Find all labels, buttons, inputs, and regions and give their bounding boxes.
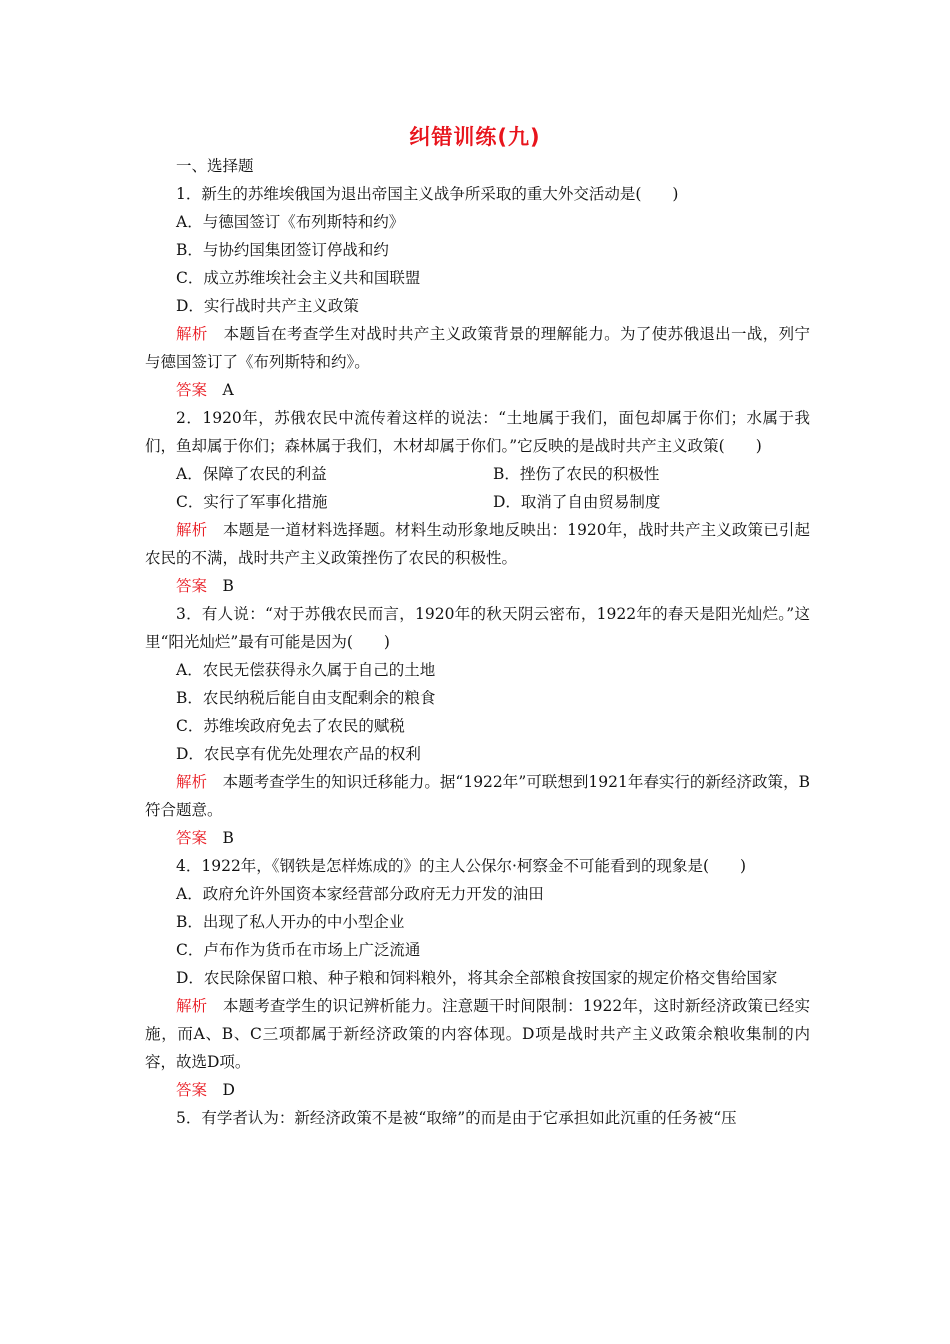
- question-3-option-c: C．苏维埃政府免去了农民的赋税: [176, 717, 405, 735]
- section-heading: 一、选择题: [176, 157, 254, 175]
- answer-label: 答案: [176, 577, 208, 595]
- question-3-option-a: A．农民无偿获得永久属于自己的土地: [176, 661, 436, 679]
- question-1-option-c: C．成立苏维埃社会主义共和国联盟: [176, 269, 421, 287]
- analysis-text: 本题考查学生的知识迁移能力。据“1922年”可联想到1921年春实行的新经济政策，B符合题意。: [145, 773, 810, 819]
- analysis-label: 解析: [176, 773, 208, 791]
- question-2-options-row-2: [145, 488, 810, 516]
- answer-value: B: [207, 577, 234, 595]
- analysis-text: 本题旨在考查学生对战时共产主义政策背景的理解能力。为了使苏俄退出一战，列宁与德国签订了《布列斯特和约》。: [145, 325, 810, 371]
- question-4-option-a: A．政府允许外国资本家经营部分政府无力开发的油田: [176, 885, 544, 903]
- question-1-answer: [145, 376, 810, 404]
- question-4-stem: 4．1922年，《钢铁是怎样炼成的》的主人公保尔·柯察金不可能看到的现象是( ): [176, 857, 747, 875]
- answer-value: B: [207, 829, 234, 847]
- answer-value: D: [207, 1081, 235, 1099]
- answer-label: 答案: [176, 381, 208, 399]
- question-1-option-b: B．与协约国集团签订停战和约: [176, 241, 389, 259]
- answer-value: A: [207, 381, 234, 399]
- analysis-label: 解析: [176, 997, 208, 1015]
- question-4-option-b: B．出现了私人开办的中小型企业: [176, 913, 405, 931]
- analysis-label: 解析: [176, 325, 208, 343]
- analysis-text: 本题考查学生的识记辨析能力。注意题干时间限制：1922年，这时新经济政策已经实施，而A、B、C三项都属于新经济政策的内容体现。D项是战时共产主义政策余粮收集制的内容，故选D项。: [145, 997, 810, 1071]
- analysis-text: 本题是一道材料选择题。材料生动形象地反映出：1920年，战时共产主义政策已引起农民的不满，战时共产主义政策挫伤了农民的积极性。: [145, 521, 810, 567]
- question-1-stem: 1．新生的苏维埃俄国为退出帝国主义战争所采取的重大外交活动是( ): [176, 185, 679, 203]
- answer-label: 答案: [176, 1081, 208, 1099]
- question-4-option-d: D．农民除保留口粮、种子粮和饲料粮外，将其余全部粮食按国家的规定价格交售给国家: [176, 969, 778, 987]
- question-2-analysis: [145, 516, 810, 572]
- question-1-option-d: D．实行战时共产主义政策: [176, 297, 359, 315]
- question-2-option-a: A．保障了农民的利益: [176, 465, 327, 483]
- question-2-option-d: D．取消了自由贸易制度: [493, 493, 661, 511]
- question-4-analysis: [145, 992, 810, 1076]
- question-2-option-b: B．挫伤了农民的积极性: [493, 465, 660, 483]
- question-2-stem: 2．1920年，苏俄农民中流传着这样的说法：“土地属于我们，面包却属于你们；水属于我们，鱼却属于你们；森林属于我们，木材却属于你们。”它反映的是战时共产主义政策( ): [145, 409, 810, 455]
- question-4-answer: [145, 1076, 810, 1104]
- question-2-options-row-1: [145, 460, 810, 488]
- page-title: 纠错训练(九): [409, 125, 541, 149]
- question-2-option-c: C．实行了军事化措施: [176, 493, 328, 511]
- question-3-analysis: [145, 768, 810, 824]
- document-body: [145, 152, 810, 1132]
- answer-label: 答案: [176, 829, 208, 847]
- question-5-stem: 5．有学者认为：新经济政策不是被“取缔”的而是由于它承担如此沉重的任务被“压: [176, 1109, 737, 1127]
- question-3-answer: [145, 824, 810, 852]
- question-4-option-c: C．卢布作为货币在市场上广泛流通: [176, 941, 421, 959]
- question-3-option-b: B．农民纳税后能自由支配剩余的粮食: [176, 689, 436, 707]
- question-3-option-d: D．农民享有优先处理农产品的权利: [176, 745, 421, 763]
- analysis-label: 解析: [176, 521, 208, 539]
- question-1-option-a: A．与德国签订《布列斯特和约》: [176, 213, 405, 231]
- question-3-stem: 3．有人说：“对于苏俄农民而言，1920年的秋天阴云密布，1922年的春天是阳光灿烂。”这里“阳光灿烂”最有可能是因为( ): [145, 605, 810, 651]
- question-2-answer: [145, 572, 810, 600]
- question-1-analysis: [145, 320, 810, 376]
